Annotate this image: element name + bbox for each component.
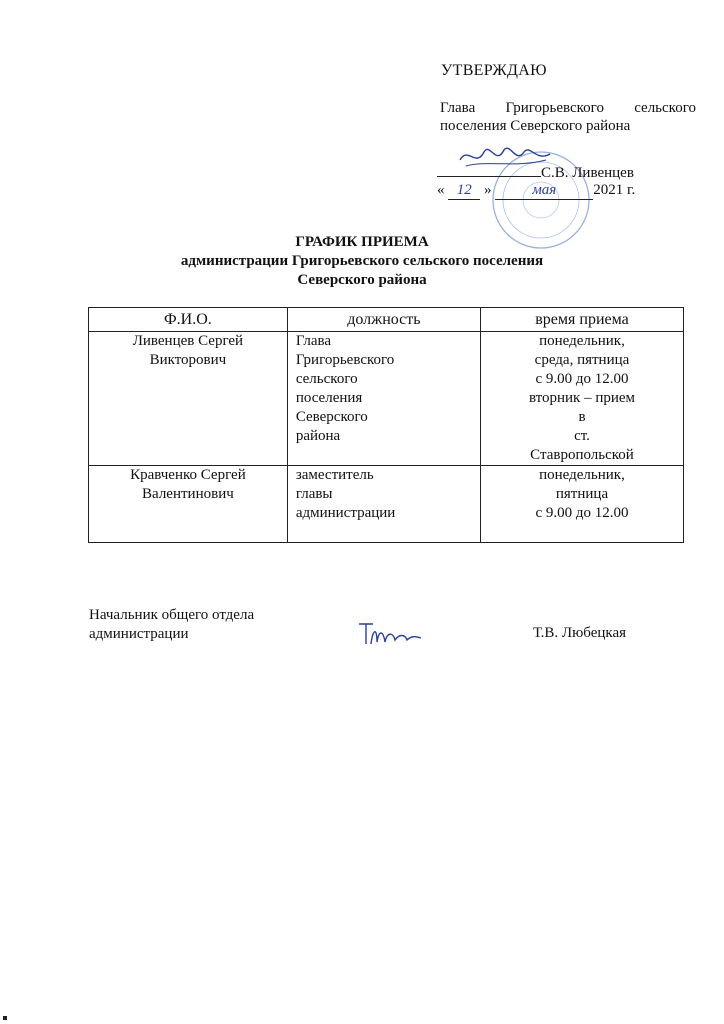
date-month: мая (495, 182, 593, 200)
approval-date (437, 182, 635, 200)
header-position: должность (287, 308, 480, 332)
position-line: заместитель (295, 467, 374, 483)
approver-position-line1: Глава Григорьевского сельского (440, 100, 696, 116)
cell-position (287, 466, 480, 543)
time-line: с 9.00 до 12.00 (535, 505, 629, 521)
name-line: Викторович (149, 352, 227, 368)
signature-blank (437, 162, 541, 177)
cell-time (481, 466, 684, 543)
cell-name (89, 332, 288, 466)
header-time: время приема (481, 308, 684, 332)
position-line: поселения (295, 390, 363, 406)
time-line: понедельник, (539, 333, 625, 349)
date-close-quote: » (484, 182, 492, 198)
schedule-table (88, 307, 684, 543)
title-line3: Северского района (297, 272, 427, 288)
footer-title (89, 606, 254, 644)
date-open-quote: « (437, 182, 445, 198)
table-header-row (89, 308, 684, 332)
cell-name (89, 466, 288, 543)
time-line: пятница (555, 486, 609, 502)
approver-position-line2: поселения Северского района (440, 118, 631, 134)
table-row (89, 466, 684, 543)
scan-speck (3, 1016, 7, 1020)
approval-heading: УТВЕРЖДАЮ (441, 62, 547, 79)
position-line: главы (295, 486, 333, 502)
position-line: Северского (295, 409, 368, 425)
time-line: среда, пятница (534, 352, 630, 368)
time-line: Ставропольской (530, 447, 634, 463)
time-line: вторник – прием (528, 390, 636, 406)
footer-title-line1: Начальник общего отдела (89, 607, 255, 623)
time-line: понедельник, (539, 467, 625, 483)
table-row (89, 332, 684, 466)
name-line: Валентинович (142, 486, 234, 502)
time-line: в (578, 409, 586, 425)
name-line: Кравченко Сергей (130, 467, 246, 483)
position-line: Глава (295, 333, 332, 349)
approver-name: С.В. Ливенцев (541, 165, 634, 181)
footer-title-line2: администрации (89, 626, 189, 642)
date-year: 2021 г. (593, 182, 636, 198)
time-line: с 9.00 до 12.00 (535, 371, 629, 387)
cell-position (287, 332, 480, 466)
position-line: района (295, 428, 341, 444)
date-day: 12 (448, 182, 480, 200)
header-fio: Ф.И.О. (89, 308, 288, 332)
document-title (0, 233, 724, 290)
position-line: сельского (295, 371, 358, 387)
footer-name: Т.В. Любецкая (533, 625, 627, 641)
position-line: администрации (295, 505, 396, 521)
name-line: Ливенцев Сергей (132, 333, 244, 349)
title-line2: администрации Григорьевского сельского поселения (180, 253, 544, 269)
cell-time (481, 332, 684, 466)
time-line: ст. (574, 428, 590, 444)
position-line: Григорьевского (295, 352, 395, 368)
approver-signature-line (437, 162, 634, 182)
signature-icon (355, 618, 425, 650)
title-line1: ГРАФИК ПРИЕМА (295, 234, 429, 250)
